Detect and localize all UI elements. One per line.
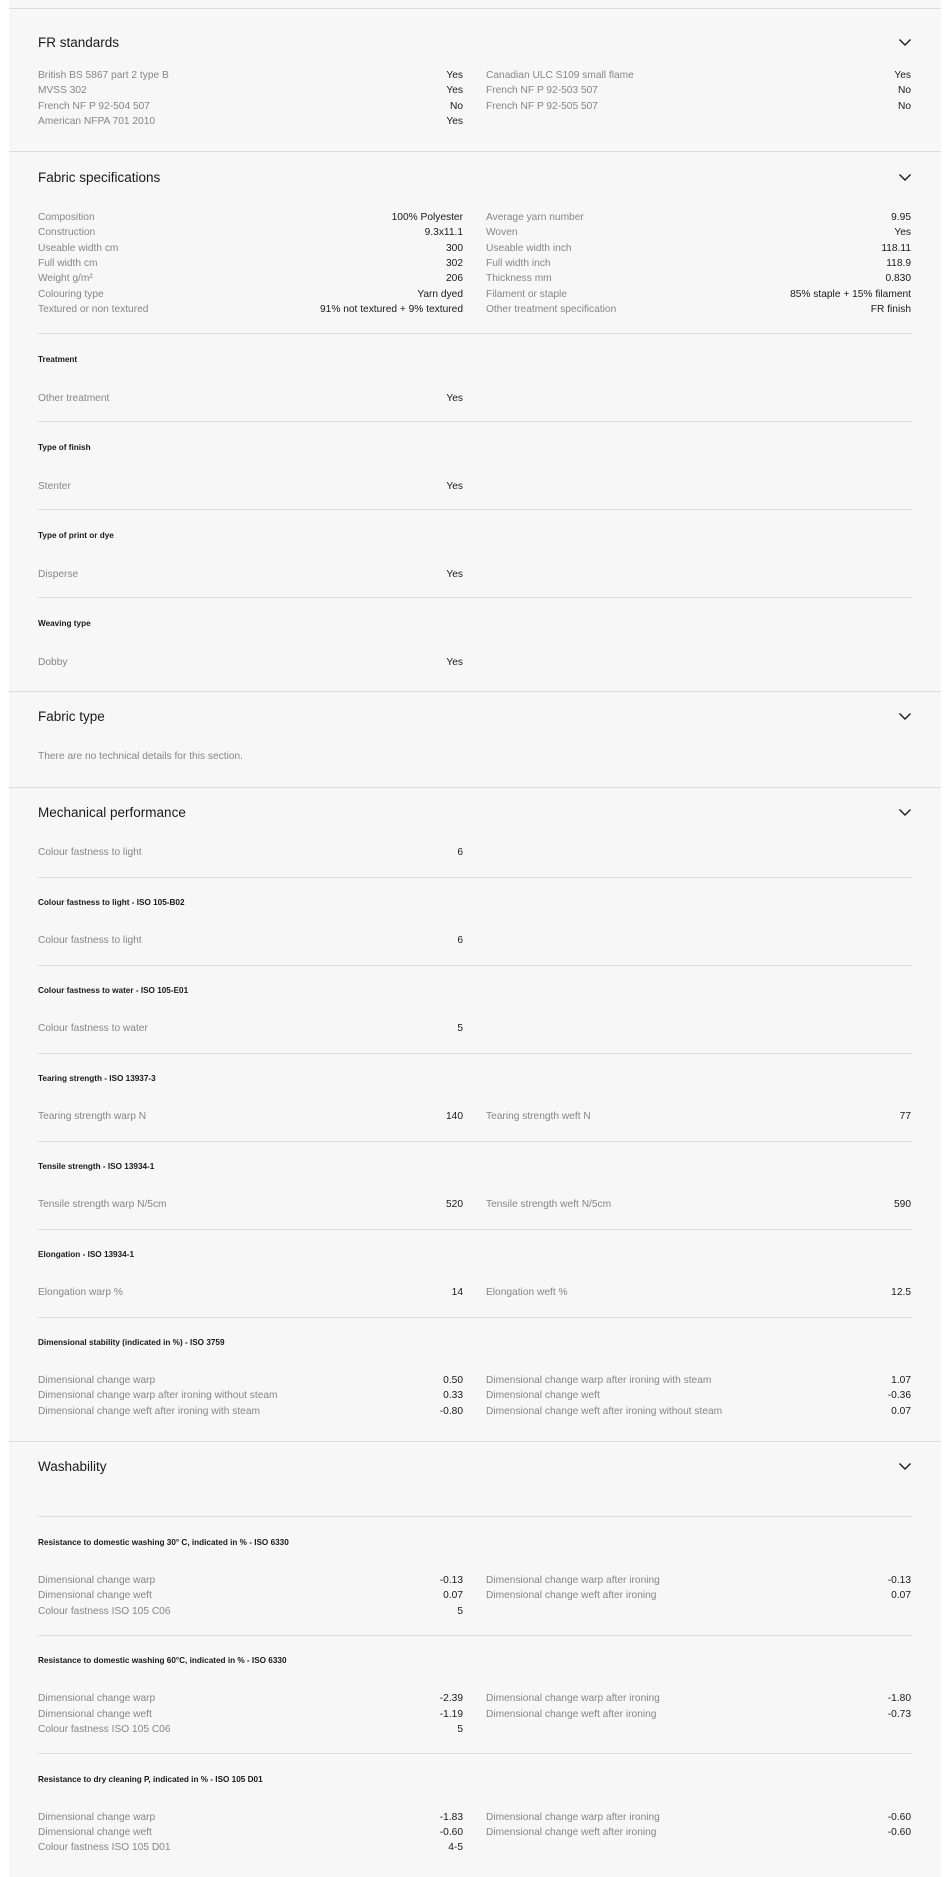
spec-value: 5 bbox=[457, 1606, 463, 1617]
group-divider bbox=[38, 333, 912, 334]
spec-value: Yes bbox=[446, 85, 463, 96]
group-divider bbox=[38, 1229, 912, 1230]
spec-label: French NF P 92-504 507 bbox=[38, 101, 150, 112]
spec-label: Colour fastness to light bbox=[38, 847, 142, 858]
spec-row bbox=[486, 210, 911, 225]
chevron-down-icon[interactable] bbox=[898, 35, 912, 49]
spec-label: Useable width cm bbox=[38, 243, 119, 254]
spec-row bbox=[486, 1810, 911, 1825]
spec-label: Stenter bbox=[38, 481, 71, 492]
spec-value: 100% Polyester bbox=[391, 212, 463, 223]
spec-value: Yes bbox=[446, 70, 463, 81]
group-title: Resistance to domestic washing 60°C, indicated in % - ISO 6330 bbox=[38, 1656, 287, 1665]
spec-row bbox=[38, 1588, 463, 1603]
spec-label: Tearing strength weft N bbox=[486, 1111, 591, 1122]
spec-value: Yes bbox=[446, 657, 463, 668]
spec-value: 302 bbox=[446, 258, 463, 269]
section-title: Washability bbox=[38, 1459, 107, 1474]
spec-value: -0.60 bbox=[887, 1827, 911, 1838]
spec-row bbox=[486, 1388, 911, 1403]
group-title: Dimensional stability (indicated in %) - ISO 3759 bbox=[38, 1338, 225, 1347]
spec-label: Dimensional change weft after ironing bbox=[486, 1590, 657, 1601]
spec-row bbox=[486, 271, 911, 286]
spec-label: Dimensional change warp bbox=[38, 1812, 156, 1823]
spec-label: Canadian ULC S109 small flame bbox=[486, 70, 634, 81]
spec-value: Yes bbox=[446, 481, 463, 492]
group-title: Resistance to dry cleaning P, indicated in % - ISO 105 D01 bbox=[38, 1775, 263, 1784]
spec-row bbox=[38, 225, 463, 240]
spec-value: 0.33 bbox=[443, 1390, 463, 1401]
spec-label: Dimensional change weft bbox=[38, 1827, 152, 1838]
section-title: FR standards bbox=[38, 35, 120, 50]
spec-row bbox=[486, 1404, 911, 1419]
spec-row bbox=[38, 1388, 463, 1403]
section-header[interactable] bbox=[38, 168, 912, 192]
spec-row bbox=[38, 1109, 463, 1124]
spec-label: British BS 5867 part 2 type B bbox=[38, 70, 169, 81]
spec-value: -0.36 bbox=[887, 1390, 911, 1401]
spec-row bbox=[38, 1825, 463, 1840]
spec-row bbox=[38, 99, 463, 114]
spec-value: FR finish bbox=[870, 304, 911, 315]
spec-label: Dimensional change warp bbox=[38, 1693, 156, 1704]
spec-row bbox=[486, 1109, 911, 1124]
group-title: Type of print or dye bbox=[38, 531, 114, 540]
group-divider bbox=[38, 1753, 912, 1754]
section-header[interactable] bbox=[38, 1457, 912, 1481]
spec-value: -0.60 bbox=[439, 1827, 463, 1838]
group-divider bbox=[38, 597, 912, 598]
spec-label: Colour fastness ISO 105 D01 bbox=[38, 1842, 171, 1853]
spec-value: No bbox=[897, 85, 911, 96]
spec-value: -0.13 bbox=[887, 1575, 911, 1586]
section-header[interactable] bbox=[38, 33, 912, 57]
spec-row bbox=[486, 287, 911, 302]
spec-label: Dimensional change weft bbox=[486, 1390, 600, 1401]
spec-value: 0.830 bbox=[885, 273, 911, 284]
spec-label: Weight g/m² bbox=[38, 273, 93, 284]
section-mechanical-performance bbox=[9, 787, 941, 1441]
spec-value: 91% not textured + 9% textured bbox=[320, 304, 463, 315]
spec-label: Thickness mm bbox=[486, 273, 552, 284]
spec-row bbox=[38, 68, 463, 83]
spec-value: -1.80 bbox=[887, 1693, 911, 1704]
spec-label: Dimensional change weft bbox=[38, 1709, 152, 1720]
spec-value: 590 bbox=[894, 1199, 911, 1210]
spec-row bbox=[38, 83, 463, 98]
spec-row bbox=[38, 845, 463, 860]
spec-label: Full width inch bbox=[486, 258, 551, 269]
spec-label: Dimensional change weft bbox=[38, 1590, 152, 1601]
spec-value: 77 bbox=[899, 1111, 911, 1122]
spec-label: Dimensional change weft after ironing with steam bbox=[38, 1406, 260, 1417]
spec-row bbox=[38, 1604, 463, 1619]
spec-label: MVSS 302 bbox=[38, 85, 87, 96]
section-fabric-specifications bbox=[9, 151, 941, 691]
group-title: Tearing strength - ISO 13937-3 bbox=[38, 1074, 156, 1083]
spec-label: Dimensional change warp after ironing with steam bbox=[486, 1375, 712, 1386]
spec-label: Full width cm bbox=[38, 258, 98, 269]
section-fabric-type bbox=[9, 691, 941, 787]
spec-label: Colour fastness ISO 105 C06 bbox=[38, 1606, 171, 1617]
spec-label: Dimensional change weft after ironing without steam bbox=[486, 1406, 723, 1417]
spec-label: French NF P 92-503 507 bbox=[486, 85, 598, 96]
spec-row bbox=[486, 256, 911, 271]
spec-row bbox=[38, 1691, 463, 1706]
section-title: Fabric specifications bbox=[38, 170, 161, 185]
spec-value: -1.83 bbox=[439, 1812, 463, 1823]
spec-label: Dimensional change warp after ironing without steam bbox=[38, 1390, 278, 1401]
spec-label: Dimensional change weft after ironing bbox=[486, 1709, 657, 1720]
spec-value: 0.07 bbox=[443, 1590, 463, 1601]
spec-value: 85% staple + 15% filament bbox=[790, 289, 911, 300]
spec-value: Yes bbox=[446, 116, 463, 127]
group-title: Resistance to domestic washing 30° C, indicated in % - ISO 6330 bbox=[38, 1538, 289, 1547]
spec-row bbox=[38, 1707, 463, 1722]
spec-value: 0.50 bbox=[443, 1375, 463, 1386]
spec-label: Dobby bbox=[38, 657, 68, 668]
spec-label: American NFPA 701 2010 bbox=[38, 116, 156, 127]
spec-label: Dimensional change warp after ironing bbox=[486, 1575, 660, 1586]
spec-label: Colour fastness ISO 105 C06 bbox=[38, 1724, 171, 1735]
spec-value: Yarn dyed bbox=[417, 289, 463, 300]
spec-value: 140 bbox=[446, 1111, 463, 1122]
spec-value: 6 bbox=[457, 935, 463, 946]
spec-row bbox=[38, 1573, 463, 1588]
spec-value: -2.39 bbox=[439, 1693, 463, 1704]
spec-label: Elongation warp % bbox=[38, 1287, 123, 1298]
spec-row bbox=[38, 256, 463, 271]
spec-label: Average yarn number bbox=[486, 212, 584, 223]
spec-row bbox=[38, 1021, 463, 1036]
spec-value: 12.5 bbox=[891, 1287, 911, 1298]
spec-row bbox=[486, 1825, 911, 1840]
spec-value: 300 bbox=[446, 243, 463, 254]
group-title: Elongation - ISO 13934-1 bbox=[38, 1250, 134, 1259]
spec-value: 14 bbox=[451, 1287, 463, 1298]
spec-row bbox=[486, 68, 911, 83]
section-title: Fabric type bbox=[38, 709, 105, 724]
group-title: Type of finish bbox=[38, 443, 91, 452]
spec-label: Dimensional change weft after ironing bbox=[486, 1827, 657, 1838]
spec-row bbox=[486, 1588, 911, 1603]
group-title: Treatment bbox=[38, 355, 78, 364]
spec-row bbox=[38, 114, 463, 129]
spec-value: 4-5 bbox=[448, 1842, 463, 1853]
spec-row bbox=[486, 302, 911, 317]
empty-state-text: There are no technical details for this section. bbox=[38, 751, 243, 762]
spec-label: Disperse bbox=[38, 569, 79, 580]
group-divider bbox=[38, 1317, 912, 1318]
section-washability bbox=[9, 1441, 941, 1877]
spec-label: Colouring type bbox=[38, 289, 104, 300]
group-divider bbox=[38, 1516, 912, 1517]
spec-value: -0.80 bbox=[439, 1406, 463, 1417]
spec-row bbox=[486, 1573, 911, 1588]
chevron-down-icon[interactable] bbox=[898, 805, 912, 819]
section-divider bbox=[9, 151, 941, 152]
spec-row bbox=[38, 1810, 463, 1825]
spec-value: Yes bbox=[446, 393, 463, 404]
spec-value: -0.60 bbox=[887, 1812, 911, 1823]
spec-row bbox=[38, 241, 463, 256]
spec-label: Tensile strength weft N/5cm bbox=[486, 1199, 612, 1210]
spec-label: Woven bbox=[486, 227, 518, 238]
group-divider bbox=[38, 1053, 912, 1054]
group-divider bbox=[38, 1141, 912, 1142]
spec-row bbox=[486, 1197, 911, 1212]
group-divider bbox=[38, 965, 912, 966]
spec-row bbox=[486, 225, 911, 240]
spec-row bbox=[38, 1722, 463, 1737]
spec-value: 0.07 bbox=[891, 1590, 911, 1601]
spec-row bbox=[38, 1197, 463, 1212]
spec-label: Composition bbox=[38, 212, 95, 223]
spec-value: 1.07 bbox=[891, 1375, 911, 1386]
spec-row bbox=[38, 655, 463, 670]
spec-value: 520 bbox=[446, 1199, 463, 1210]
chevron-down-icon[interactable] bbox=[898, 709, 912, 723]
spec-row bbox=[38, 933, 463, 948]
section-title: Mechanical performance bbox=[38, 805, 186, 820]
spec-value: Yes bbox=[894, 70, 911, 81]
spec-label: Filament or staple bbox=[486, 289, 567, 300]
section-header[interactable] bbox=[38, 707, 912, 731]
group-title: Weaving type bbox=[38, 619, 91, 628]
spec-value: Yes bbox=[446, 569, 463, 580]
spec-label: Colour fastness to light bbox=[38, 935, 142, 946]
section-fr-standards bbox=[9, 8, 941, 151]
spec-row bbox=[38, 287, 463, 302]
chevron-down-icon[interactable] bbox=[898, 1459, 912, 1473]
spec-row bbox=[486, 1285, 911, 1300]
spec-row bbox=[38, 391, 463, 406]
group-divider bbox=[38, 877, 912, 878]
spec-label: Dimensional change warp after ironing bbox=[486, 1812, 660, 1823]
spec-value: 206 bbox=[446, 273, 463, 284]
spec-value: No bbox=[449, 101, 463, 112]
spec-row bbox=[486, 1373, 911, 1388]
spec-value: 6 bbox=[457, 847, 463, 858]
spec-row bbox=[38, 479, 463, 494]
spec-row bbox=[486, 241, 911, 256]
spec-value: 5 bbox=[457, 1724, 463, 1735]
spec-label: Dimensional change warp bbox=[38, 1375, 156, 1386]
spec-label: Textured or non textured bbox=[38, 304, 149, 315]
spec-value: 9.95 bbox=[891, 212, 911, 223]
section-divider bbox=[9, 787, 941, 788]
group-title: Colour fastness to light - ISO 105-B02 bbox=[38, 898, 185, 907]
spec-row bbox=[38, 1373, 463, 1388]
spec-value: 118.9 bbox=[886, 258, 911, 269]
section-divider bbox=[9, 8, 941, 9]
spec-row bbox=[38, 1404, 463, 1419]
group-divider bbox=[38, 509, 912, 510]
spec-value: -1.19 bbox=[439, 1709, 463, 1720]
section-divider bbox=[9, 691, 941, 692]
spec-label: French NF P 92-505 507 bbox=[486, 101, 598, 112]
spec-label: Colour fastness to water bbox=[38, 1023, 148, 1034]
group-title: Tensile strength - ISO 13934-1 bbox=[38, 1162, 155, 1171]
spec-label: Tensile strength warp N/5cm bbox=[38, 1199, 167, 1210]
spec-label: Dimensional change warp after ironing bbox=[486, 1693, 660, 1704]
spec-label: Other treatment bbox=[38, 393, 110, 404]
spec-value: 9.3x11.1 bbox=[424, 227, 463, 238]
spec-label: Tearing strength warp N bbox=[38, 1111, 147, 1122]
spec-row bbox=[38, 210, 463, 225]
spec-label: Useable width inch bbox=[486, 243, 572, 254]
spec-row bbox=[38, 302, 463, 317]
spec-value: -0.73 bbox=[887, 1709, 911, 1720]
group-divider bbox=[38, 421, 912, 422]
section-divider bbox=[9, 1441, 941, 1442]
spec-label: Other treatment specification bbox=[486, 304, 617, 315]
spec-value: Yes bbox=[894, 227, 911, 238]
group-divider bbox=[38, 1635, 912, 1636]
spec-row bbox=[38, 271, 463, 286]
spec-value: 5 bbox=[457, 1023, 463, 1034]
spec-label: Elongation weft % bbox=[486, 1287, 568, 1298]
spec-label: Construction bbox=[38, 227, 96, 238]
spec-row bbox=[486, 83, 911, 98]
spec-value: 118.11 bbox=[881, 243, 911, 254]
spec-value: 0.07 bbox=[891, 1406, 911, 1417]
spec-row bbox=[486, 99, 911, 114]
chevron-down-icon[interactable] bbox=[898, 170, 912, 184]
spec-row bbox=[486, 1707, 911, 1722]
spec-row bbox=[38, 1285, 463, 1300]
spec-row bbox=[486, 1691, 911, 1706]
spec-label: Dimensional change warp bbox=[38, 1575, 156, 1586]
technical-details-panel bbox=[9, 0, 941, 1877]
spec-value: No bbox=[897, 101, 911, 112]
spec-row bbox=[38, 1840, 463, 1855]
section-header[interactable] bbox=[38, 803, 912, 827]
spec-value: -0.13 bbox=[439, 1575, 463, 1586]
group-title: Colour fastness to water - ISO 105-E01 bbox=[38, 986, 189, 995]
spec-row bbox=[38, 567, 463, 582]
